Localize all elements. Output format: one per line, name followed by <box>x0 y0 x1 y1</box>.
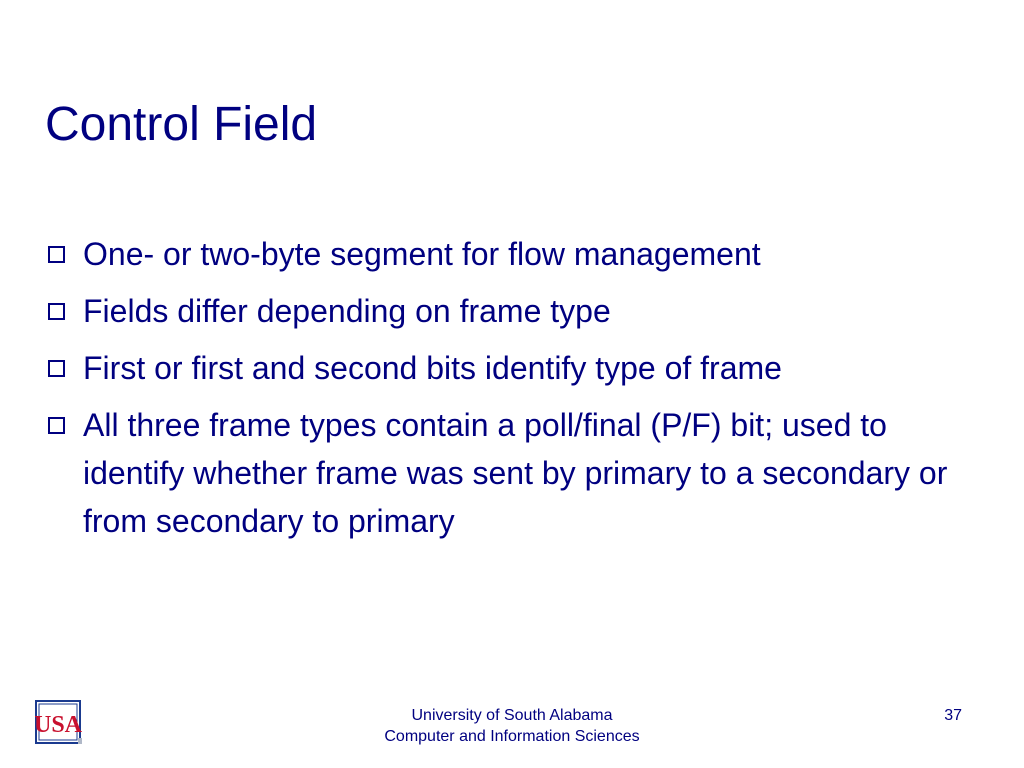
bullet-text: All three frame types contain a poll/final (P/F) bit; used to identify whether frame was sent by primary to a secondary or from secondary to primary <box>83 407 948 539</box>
page-number: 37 <box>944 707 962 724</box>
bullet-item <box>48 401 988 545</box>
hollow-square-bullet-icon <box>48 360 65 377</box>
bullet-item <box>48 287 988 335</box>
hollow-square-bullet-icon <box>48 303 65 320</box>
footer-department: Computer and Information Sciences <box>384 728 640 745</box>
usa-logo-icon <box>35 700 83 746</box>
footer-institution <box>312 705 712 747</box>
bullet-item <box>48 344 988 392</box>
bullet-list <box>48 230 988 554</box>
bullet-text: First or first and second bits identify type of frame <box>83 350 782 386</box>
hollow-square-bullet-icon <box>48 246 65 263</box>
svg-text:USA: USA <box>35 712 83 738</box>
slide-title: Control Field <box>45 98 318 151</box>
hollow-square-bullet-icon <box>48 417 65 434</box>
bullet-text: One- or two-byte segment for flow management <box>83 236 761 272</box>
bullet-text: Fields differ depending on frame type <box>83 293 611 329</box>
footer-university: University of South Alabama <box>411 707 613 724</box>
bullet-item <box>48 230 988 278</box>
